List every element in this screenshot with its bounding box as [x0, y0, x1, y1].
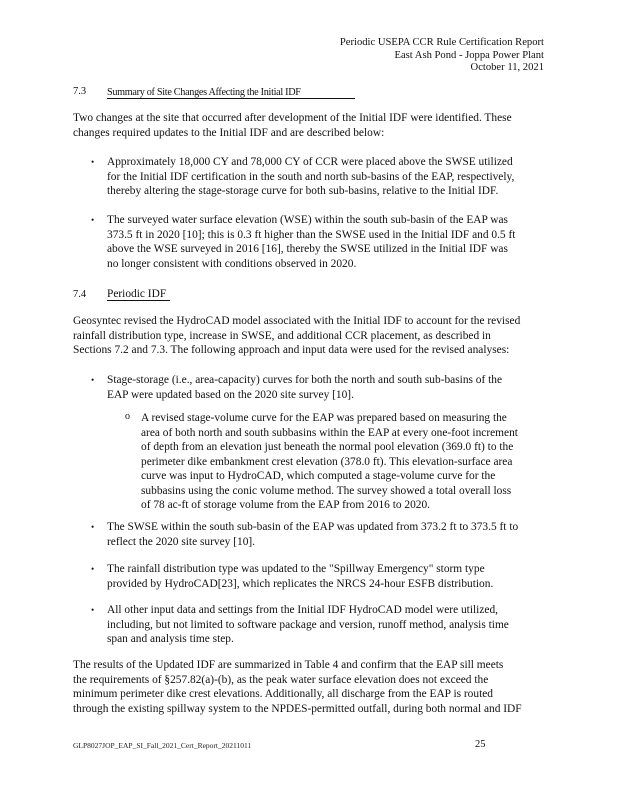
- bullet-item: [107, 603, 509, 647]
- text-line: minimum perimeter dike crest elevations. Additionally, all discharge from the EAP is routed: [73, 688, 493, 700]
- text-line: Stage-storage (i.e., area-capacity) curves for both the north and south sub-basins of the: [107, 374, 503, 386]
- bullet-icon: •: [91, 605, 95, 615]
- bullet-item: [107, 373, 502, 402]
- text-line: curve was input to HydroCAD, which computed a stage-volume curve for the: [141, 470, 496, 482]
- text-line: through the existing spillway system to the NPDES-permitted outfall, during both normal and IDF: [73, 702, 522, 715]
- page-number: 25: [475, 739, 486, 750]
- section-heading: [107, 86, 355, 99]
- footer-document-id: GLP8027JOP_EAP_SI_Fall_2021_Cert_Report_20211011: [73, 741, 252, 750]
- paragraph: [73, 314, 520, 358]
- text-line: the requirements of §257.82(a)-(b), as the peak water surface elevation does not exceed the: [73, 673, 489, 686]
- bullet-item: [107, 520, 518, 549]
- text-line: The results of the Updated IDF are summarized in Table 4 and confirm that the EAP sill meets: [73, 659, 504, 671]
- sub-bullet-icon: o: [125, 411, 130, 422]
- section-number: 7.3: [73, 86, 87, 97]
- text-line: Approximately 18,000 CY and 78,000 CY of CCR were placed above the SWSE utilized: [107, 156, 513, 168]
- text-line: provided by HydroCAD[23], which replicates the NRCS 24-hour ESFB distribution.: [107, 577, 494, 590]
- text-line: EAP were updated based on the 2020 site survey [10].: [107, 388, 354, 401]
- paragraph: [73, 658, 522, 716]
- paragraph: [73, 111, 512, 140]
- text-line: reflect the 2020 site survey [10].: [107, 535, 256, 548]
- section-title: Summary of Site Changes Affecting the Initial IDF: [107, 87, 301, 98]
- section-title: Periodic IDF: [107, 288, 170, 301]
- text-line: no longer consistent with conditions observed in 2020.: [107, 257, 357, 270]
- section-number: 7.4: [73, 289, 87, 300]
- bullet-item: [107, 213, 515, 271]
- header-date: October 11, 2021: [470, 62, 544, 73]
- text-line: Geosyntec revised the HydroCAD model associated with the Initial IDF to account for the revised: [73, 315, 521, 327]
- bullet-item: [107, 562, 493, 591]
- text-line: perimeter dike embankment crest elevation (378.0 ft). This elevation-surface area: [141, 455, 513, 468]
- text-line: thereby altering the stage-storage curve for both sub-basins, relative to the Initial IDF.: [107, 185, 499, 197]
- text-line: All other input data and settings from the Initial IDF HydroCAD model were utilized,: [107, 604, 498, 616]
- bullet-icon: •: [91, 375, 95, 385]
- bullet-icon: •: [91, 215, 95, 225]
- text-line: of depth from an elevation just beneath the normal pool elevation (369.0 ft) to the: [141, 441, 514, 453]
- text-line: rainfall distribution type, increase in SWSE, and additional CCR placement, as described in: [73, 329, 491, 342]
- header-report-title: Periodic USEPA CCR Rule Certification Report: [339, 37, 544, 48]
- text-line: The rainfall distribution type was updated to the "Spillway Emergency" storm type: [107, 563, 485, 575]
- text-line: The SWSE within the south sub-basin of the EAP was updated from 373.2 ft to 373.5 ft to: [107, 521, 519, 533]
- bullet-icon: •: [91, 157, 95, 167]
- text-line: The surveyed water surface elevation (WSE) within the south sub-basin of the EAP was: [107, 214, 508, 226]
- bullet-icon: •: [91, 522, 95, 532]
- text-line: above the WSE surveyed in 2016 [16], thereby the SWSE utilized in the Initial IDF was: [107, 243, 508, 255]
- text-line: Sections 7.2 and 7.3. The following approach and input data were used for the revised analyses:: [73, 344, 510, 356]
- text-line: changes required updates to the Initial IDF and are described below:: [73, 126, 385, 139]
- sub-bullet-item: [141, 411, 518, 513]
- text-line: area of both north and south subbasins within the EAP at every one-foot increment: [141, 426, 518, 439]
- text-line: span and analysis time step.: [107, 633, 234, 645]
- text-line: for the Initial IDF certification in the south and north sub-basins of the EAP, respectively,: [107, 170, 515, 183]
- text-line: Two changes at the site that occurred after development of the Initial IDF were identified. These: [73, 112, 512, 124]
- text-line: including, but not limited to software package and version, runoff method, analysis time: [107, 618, 509, 631]
- text-line: A revised stage-volume curve for the EAP was prepared based on measuring the: [141, 412, 507, 424]
- text-line: subbasins using the conic volume method. The survey showed a total overall loss: [141, 484, 512, 497]
- text-line: of 78 ac-ft of storage volume from the EAP from 2016 to 2020.: [141, 499, 431, 511]
- header-site-name: East Ash Pond - Joppa Power Plant: [394, 50, 544, 61]
- bullet-item: [107, 155, 514, 199]
- text-line: 373.5 ft in 2020 [10]; this is 0.3 ft higher than the SWSE used in the Initial IDF and 0.5 ft: [107, 228, 516, 241]
- bullet-icon: •: [91, 564, 95, 574]
